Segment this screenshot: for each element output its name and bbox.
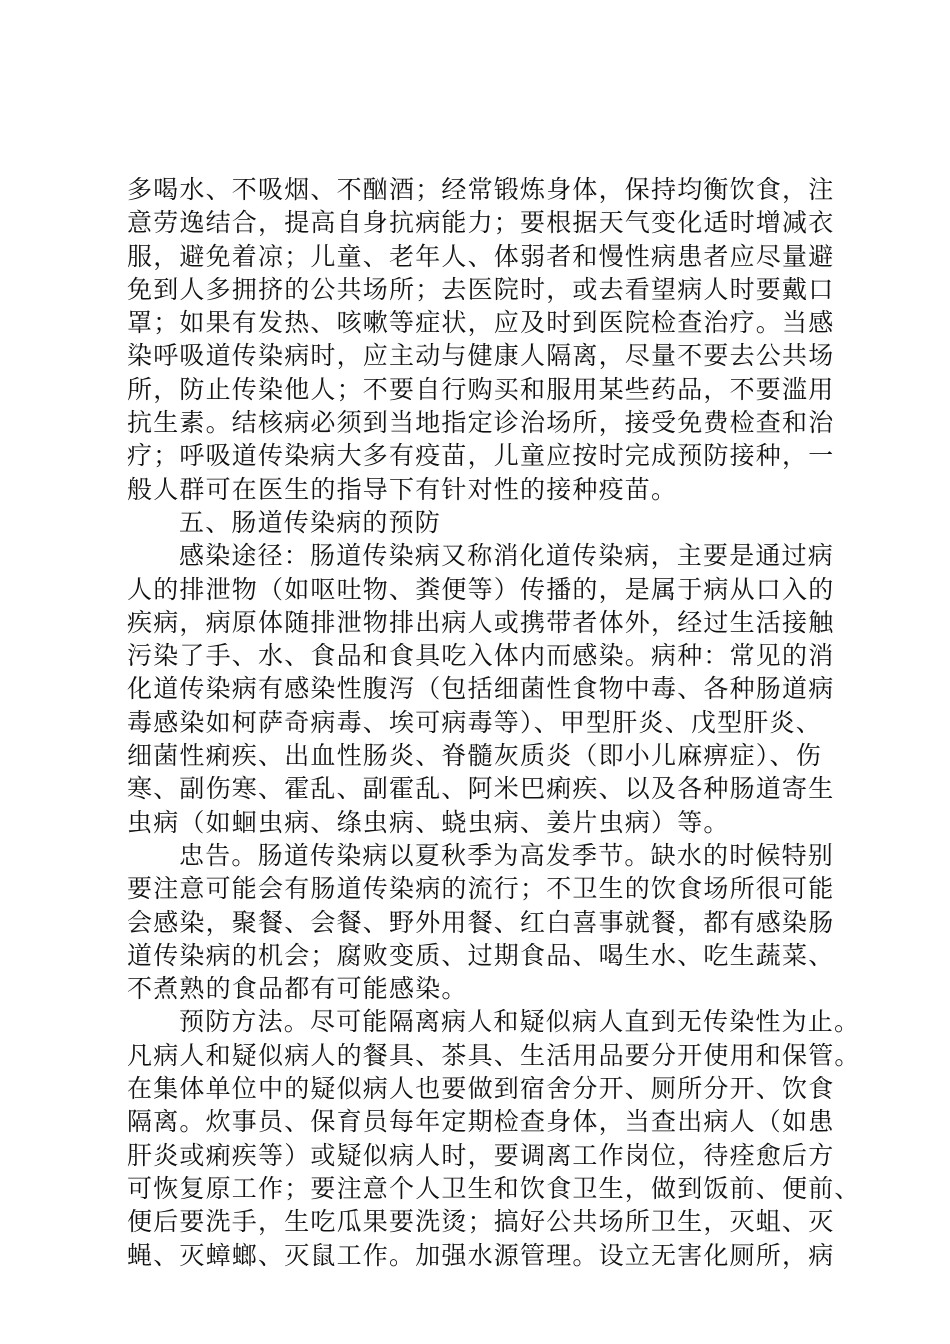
text-line: 罩；如果有发热、咳嗽等症状，应及时到医院检查治疗。当感 (127, 308, 835, 338)
paragraph-start: 预防方法。尽可能隔离病人和疑似病人直到无传染性为止。 (179, 1007, 861, 1037)
paragraph-start: 忠告。肠道传染病以夏秋季为高发季节。缺水的时候特别 (179, 840, 835, 870)
text-line: 便后要洗手，生吃瓜果要洗烫；搞好公共场所卫生，灭蛆、灭 (127, 1207, 835, 1237)
text-line: 抗生素。结核病必须到当地指定诊治场所，接受免费检查和治 (127, 408, 835, 438)
text-line: 要注意可能会有肠道传染病的流行；不卫生的饮食场所很可能 (127, 874, 835, 904)
text-line: 多喝水、不吸烟、不酗酒；经常锻炼身体，保持均衡饮食，注 (127, 175, 835, 204)
text-line: 在集体单位中的疑似病人也要做到宿舍分开、厕所分开、饮食 (127, 1074, 835, 1104)
text-line: 疾病，病原体随排泄物排出病人或携带者体外，经过生活接触 (127, 607, 835, 637)
text-line: 凡病人和疑似病人的餐具、茶具、生活用品要分开使用和保管。 (127, 1040, 861, 1070)
text-line: 蝇、灭蟑螂、灭鼠工作。加强水源管理。设立无害化厕所，病 (127, 1240, 835, 1270)
text-line: 免到人多拥挤的公共场所；去医院时，或去看望病人时要戴口 (127, 274, 835, 304)
body-text (127, 173, 861, 1272)
text-line: 隔离。炊事员、保育员每年定期检查身体，当查出病人（如患 (127, 1107, 835, 1137)
text-line: 可恢复原工作；要注意个人卫生和饮食卫生，做到饭前、便前、 (127, 1173, 861, 1203)
text-line: 疗；呼吸道传染病大多有疫苗，儿童应按时完成预防接种，一 (127, 441, 835, 471)
text-line: 不煮熟的食品都有可能感染。 (127, 974, 468, 1004)
text-line: 所，防止传染他人；不要自行购买和服用某些药品，不要滥用 (127, 374, 835, 404)
text-line: 般人群可在医生的指导下有针对性的接种疫苗。 (127, 474, 678, 504)
text-line: 道传染病的机会；腐败变质、过期食品、喝生水、吃生蔬菜、 (127, 940, 835, 970)
text-line: 肝炎或痢疾等）或疑似病人时，要调离工作岗位，待痊愈后方 (127, 1140, 835, 1170)
text-line: 人的排泄物（如呕吐物、粪便等）传播的，是属于病从口入的 (127, 574, 835, 604)
text-line: 服，避免着凉；儿童、老年人、体弱者和慢性病患者应尽量避 (127, 241, 835, 271)
text-line: 虫病（如蛔虫病、绦虫病、蛲虫病、姜片虫病）等。 (127, 807, 730, 837)
text-line: 细菌性痢疾、出血性肠炎、脊髓灰质炎（即小儿麻痹症）、伤 (127, 741, 822, 771)
text-line: 化道传染病有感染性腹泻（包括细菌性食物中毒、各种肠道病 (127, 674, 835, 704)
paragraph-start: 感染途径：肠道传染病又称消化道传染病，主要是通过病 (179, 541, 835, 571)
text-line: 寒、副伤寒、霍乱、副霍乱、阿米巴痢疾、以及各种肠道寄生 (127, 774, 835, 804)
text-line: 会感染，聚餐、会餐、野外用餐、红白喜事就餐，都有感染肠 (127, 907, 835, 937)
text-line: 染呼吸道传染病时，应主动与健康人隔离，尽量不要去公共场 (127, 341, 835, 371)
section-heading: 五、肠道传染病的预防 (179, 507, 442, 537)
text-line: 毒感染如柯萨奇病毒、埃可病毒等）、甲型肝炎、戊型肝炎、 (127, 707, 822, 737)
text-line: 意劳逸结合，提高自身抗病能力；要根据天气变化适时增减衣 (127, 208, 835, 238)
text-line: 污染了手、水、食品和食具吃入体内而感染。病种：常见的消 (127, 641, 835, 671)
